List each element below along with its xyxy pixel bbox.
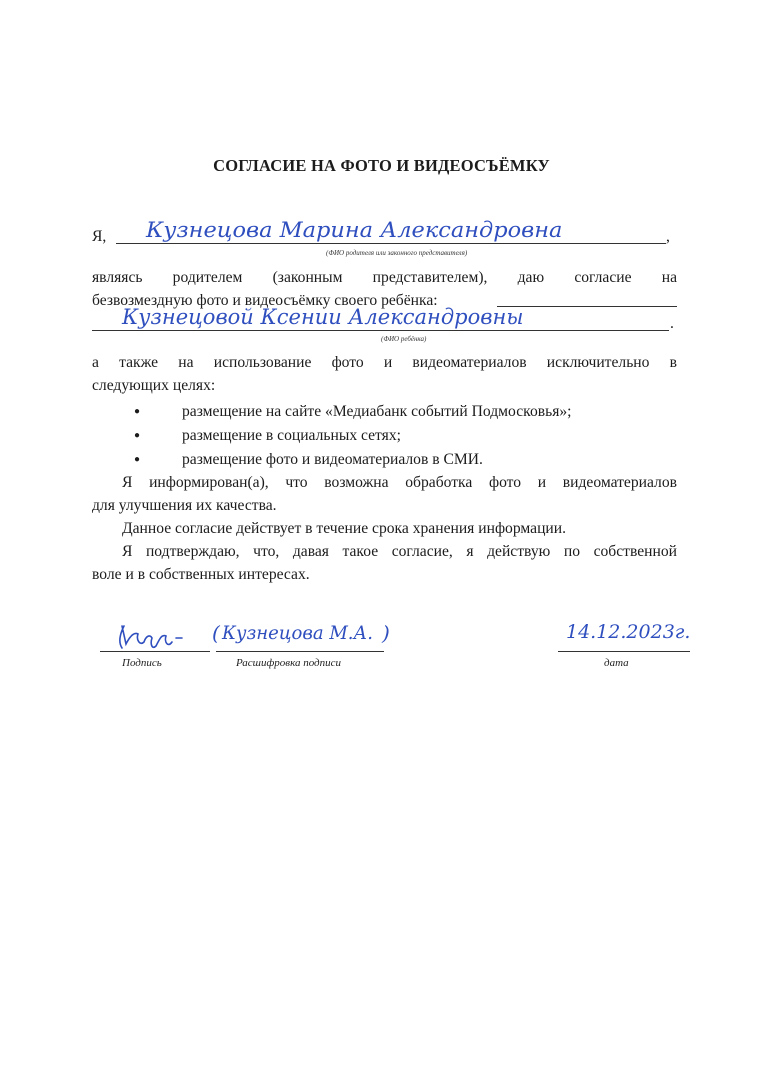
bullet-text: размещение в социальных сетях; bbox=[182, 427, 401, 444]
date-underline bbox=[558, 651, 690, 652]
bullet-text: размещение фото и видеоматериалов в СМИ. bbox=[182, 451, 483, 468]
validity-text: Данное согласие действует в течение срока хранения информации. bbox=[122, 520, 567, 537]
list-item bbox=[134, 401, 572, 423]
bullet-text: размещение на сайте «Медиабанк событий Подмосковья»; bbox=[182, 403, 572, 420]
child-name-caption: (ФИО ребёнка) bbox=[381, 335, 427, 343]
child-line-dot: . bbox=[670, 315, 674, 332]
child-name-handwritten: Кузнецовой Ксении Александровны bbox=[122, 305, 524, 329]
info-line-1: Я информирован(а), что возможна обработка фото и видеоматериалов bbox=[122, 474, 677, 491]
i-label: Я, bbox=[92, 228, 107, 245]
document-title: СОГЛАСИЕ НА ФОТО И ВИДЕОСЪЁМКУ bbox=[213, 156, 550, 175]
confirm-line-2: воле и в собственных интересах. bbox=[92, 566, 310, 583]
parent-name-caption: (ФИО родителя или законного представителя) bbox=[326, 249, 468, 257]
decode-handwritten: Кузнецова М.А. bbox=[222, 622, 373, 644]
list-item bbox=[134, 449, 483, 471]
purpose-line-1: а также на использование фото и видеоматериалов исключительно в bbox=[92, 354, 677, 371]
bullet-icon: ● bbox=[134, 454, 141, 466]
decode-bracket-right: ) bbox=[382, 621, 390, 645]
list-item bbox=[134, 425, 401, 447]
consent-line-2-text: безвозмездную фото и видеосъёмку своего ребёнка: bbox=[92, 292, 438, 309]
purpose-line-2: следующих целях: bbox=[92, 377, 216, 394]
decode-bracket-left: ( bbox=[212, 621, 220, 645]
confirm-line-1: Я подтверждаю, что, давая такое согласие, я действую по собственной bbox=[122, 543, 677, 560]
decode-caption: Расшифровка подписи bbox=[236, 657, 341, 669]
signature-underline bbox=[100, 651, 210, 652]
bullet-icon: ● bbox=[134, 430, 141, 442]
consent-line-1: являясь родителем (законным представителем), даю согласие на bbox=[92, 269, 677, 286]
date-caption: дата bbox=[604, 657, 629, 669]
child-name-underline-top bbox=[497, 306, 677, 307]
parent-name-handwritten: Кузнецова Марина Александровна bbox=[146, 218, 563, 242]
bullet-icon: ● bbox=[134, 406, 141, 418]
date-handwritten: 14.12.2023г. bbox=[566, 621, 691, 643]
parent-line-comma: , bbox=[666, 228, 670, 245]
decode-underline bbox=[216, 651, 384, 652]
parent-name-underline bbox=[116, 243, 666, 244]
child-name-underline bbox=[92, 330, 669, 331]
signature-caption: Подпись bbox=[122, 657, 162, 669]
info-line-2: для улучшения их качества. bbox=[92, 497, 277, 514]
